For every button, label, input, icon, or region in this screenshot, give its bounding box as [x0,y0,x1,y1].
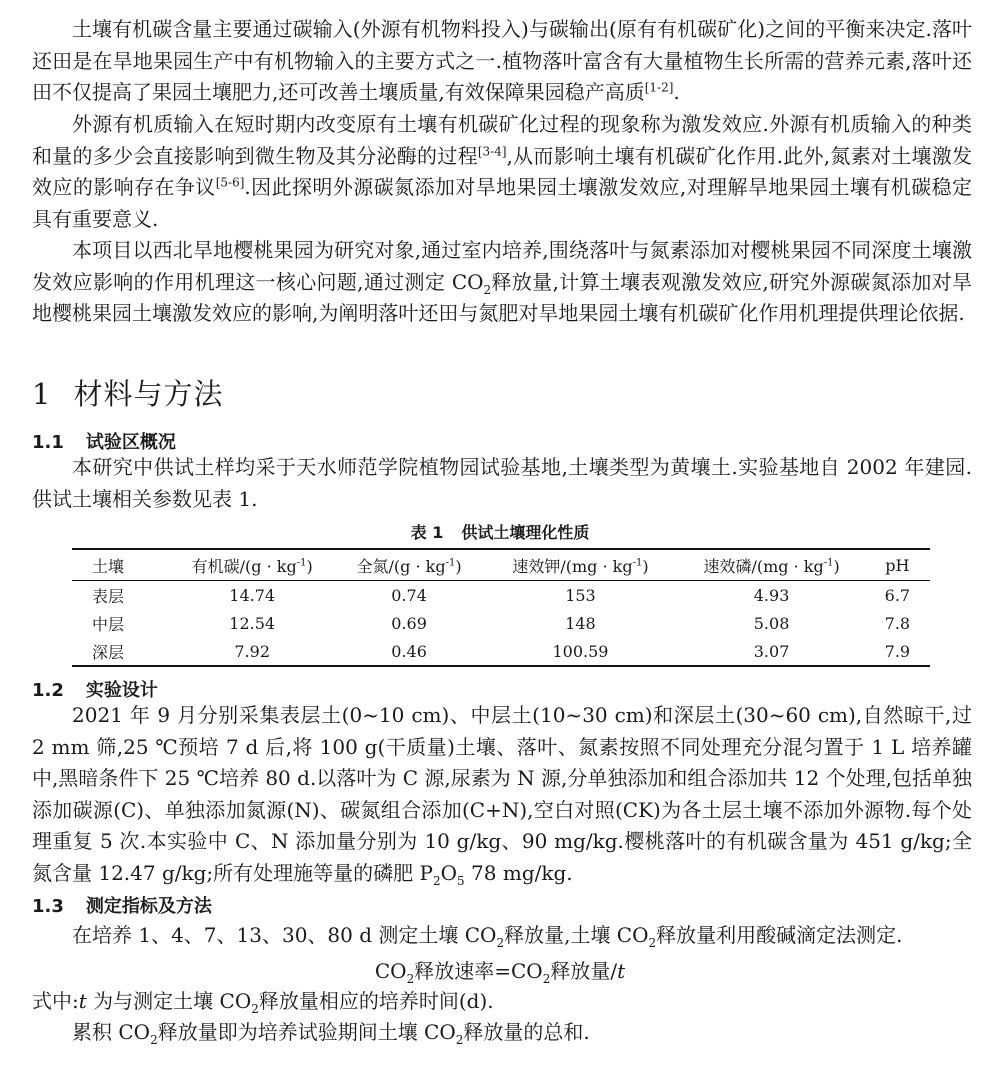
paragraph-text: O [440,860,458,885]
paragraph-text: .因此探明外源碳氮添加对旱地果园土壤激发效应,对理解旱地果园土壤有机碳稳定具有重要意义. [32,175,972,231]
intro-paragraph-2 [32,109,972,235]
formula: $CO_2$释放速率$=CO_2$释放量/t [374,959,626,986]
table-cell: 7.9 [884,641,911,661]
subsection-1-1-text [32,452,972,515]
column-header: 速效磷$/(mg \cdot kg^{-1})$ [703,556,840,576]
table-cell: 3.07 [753,641,790,661]
soil-properties-table [72,548,930,667]
intro-paragraph-1 [32,14,972,109]
table-cell: 148 [565,613,596,633]
column-header: 土壤 [92,556,125,576]
paragraph-text: 2021 年 9 月分别采集表层土(0~10 cm)、中层土(10~30 cm)和深层土(30~60 cm),自然晾干,过 2 mm 筛,25 ℃预培 7 d 后,将 100 g(干质量)土壤、落叶、氮素按照不同处理充分混匀置于 1 L 培养罐中,黑暗条件下 25 ℃培养 80 d.以落叶为 C 源,尿素为 N 源,分单独添加和组合添加共 12 个处理,包括单独添加碳源(C)、单独添加氮源(N)、碳氮组合添加(C+N),空白对照(CK)为各土层土壤不添加外源物.每个处理重复 5 次.本实验中 C、N 添加量分别为 10 g/kg、90 mg/kg.樱桃落叶的有机碳含量为 451 g/kg;全氮含量 12.47 g/kg;所有处理施等量的磷肥 P [32,703,972,885]
paragraph-text: 78 mg/kg. [464,860,573,885]
citation: [5-6] [215,175,245,190]
subsection-1-2-text [32,700,972,889]
table-cell: 表层 [92,586,125,606]
table-cell: 0.69 [391,613,427,633]
table-row [72,609,930,637]
subsection-1-3-text: 在培养 1、4、7、13、30、80 d 测定土壤 $CO_2$释放量,土壤 $CO_2$释放量利用酸碱滴定法测定. [72,923,903,950]
subscript: 2 [483,282,492,297]
cumulative-definition: 累积 $CO_2$释放量即为培养试验期间土壤 $CO_2$释放量的总和. [72,1020,590,1047]
paragraph-text: 释放量,计算土壤表观激发效应,研究外源碳氮添加对旱地樱桃果园土壤激发效应的影响,为阐明落叶还田与氮肥对旱地果园土壤有机碳矿化作用机理提供理论依据. [32,269,972,325]
subsection-number: 1.1 [32,432,64,453]
subsection-heading-1-1 [32,428,176,454]
subsection-number: 1.2 [32,680,64,701]
subsection-title: 测定指标及方法 [85,896,212,917]
paragraph-text: ,从而影响土壤有机碳矿化作用.此外,氮素对土壤激发效应的影响存在争议 [32,143,973,199]
table-cell: 153 [565,585,596,605]
table-cell: 12.54 [229,613,276,633]
column-header: 有机碳$/(g \cdot kg^{-1})$ [191,556,313,576]
table-title: 供试土壤理化性质 [461,523,590,542]
section-heading [32,372,223,413]
table-cell: 中层 [92,614,125,634]
paragraph-text: 本项目以西北旱地樱桃果园为研究对象,通过室内培养,围绕落叶与氮素添加对樱桃果园不同深度土壤激发效应影响的作用机理这一核心问题,通过测定 CO [32,238,972,294]
subsection-title: 试验区概况 [85,432,176,453]
subsection-title: 实验设计 [85,680,158,701]
table-cell: 7.8 [884,613,911,633]
column-header: pH [885,555,910,575]
paragraph-text: 本研究中供试土样均采于天水师范学院植物园试验基地,土壤类型为黄壤土.实验基地自 2002 年建园.供试土壤相关参数见表 1. [32,455,972,511]
table-cell: 14.74 [229,585,276,605]
table-row [72,637,930,666]
subscript: 2 [433,873,441,888]
subsection-heading-1-2 [32,676,158,702]
table-caption [0,520,1000,543]
paragraph-text: 土壤有机碳含量主要通过碳输入(外源有机物料投入)与碳输出(原有有机碳矿化)之间的平衡来决定.落叶还田是在旱地果园生产中有机物输入的主要方式之一.植物落叶富含有大量植物生长所需的营养元素,落叶还田不仅提高了果园土壤肥力,还可改善土壤质量,有效保障果园稳产高质 [32,17,972,104]
column-header: 全氮$/(g \cdot kg^{-1})$ [356,556,462,576]
table-cell: 6.7 [884,585,911,605]
table-number: 表 1 [410,523,444,542]
intro-paragraph-3 [32,235,972,330]
formula-explanation: 式中:t 为与测定土壤 $CO_2$释放量相应的培养时间(d). [32,989,494,1016]
subscript: 5 [457,873,465,888]
section-title: 材料与方法 [73,377,224,411]
subsection-number: 1.3 [32,896,64,917]
citation: [1-2] [644,80,674,95]
section-number: 1 [32,377,52,411]
table-cell: 5.08 [753,613,790,633]
citation: [3-4] [477,143,507,158]
paragraph-text: . [673,80,680,104]
table-cell: 0.46 [391,641,427,661]
table-row [72,581,930,610]
column-header: 速效钾$/(mg \cdot kg^{-1})$ [512,556,649,576]
table-header-row [72,549,930,581]
table-cell: 4.93 [753,585,790,605]
subsection-heading-1-3 [32,892,212,918]
table-cell: 0.74 [391,585,427,605]
table-cell: 7.92 [234,641,270,661]
paragraph-text: 外源有机质输入在短时期内改变原有土壤有机碳矿化过程的现象称为激发效应.外源有机质输入的种类和量的多少会直接影响到微生物及其分泌酶的过程 [32,112,972,168]
table-cell: 100.59 [552,641,609,661]
table-cell: 深层 [92,642,125,662]
